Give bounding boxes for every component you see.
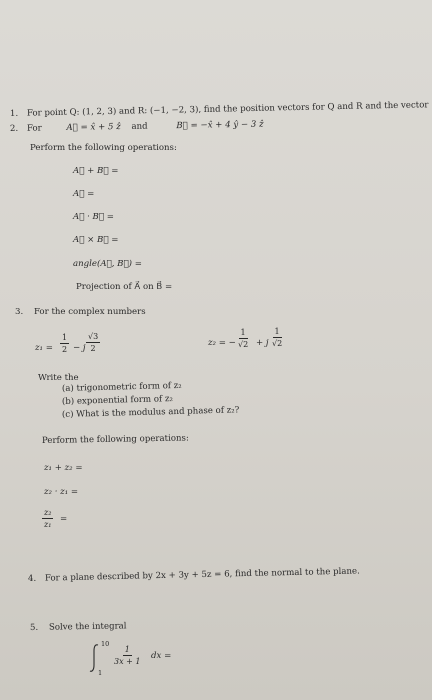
op-z2-over-z1 [42, 508, 53, 529]
op-z2-times-z1: z₂ · z₁ = [44, 487, 79, 497]
problem-2-for: For [26, 123, 42, 134]
op-magnitude-a: A⃗ = [73, 189, 95, 199]
z2-fraction-1-num: 1 [240, 328, 246, 337]
problem-2-number: 2. [9, 123, 19, 134]
op-z2-over-z1-eq: = [60, 514, 68, 524]
problem-2-perform: Perform the following operations: [30, 143, 177, 153]
problem-3 [15, 308, 146, 317]
integral-lower-limit: 1 [98, 669, 103, 677]
z1-fraction-1-num: 1 [62, 333, 68, 342]
op-projection-a-on-b: Projection of A⃗ on B⃗ = [76, 282, 173, 292]
op-z2-over-z1-num: z₂ [44, 508, 52, 517]
problem-3-perform: Perform the following operations: [41, 433, 189, 446]
problem-1-number: 1. [9, 108, 19, 119]
op-z1-plus-z2: z₁ + z₂ = [44, 463, 83, 473]
problem-3-item-b: (b) exponential form of z₂ [61, 394, 174, 407]
problem-3-text: For the complex numbers [33, 307, 146, 317]
problem-1-text: For point Q: (1, 2, 3) and R: (−1, −2, 3), find the position vectors for Q and R and the vector [26, 100, 429, 119]
z1-fraction-2-den: 2 [90, 344, 96, 353]
z1-mid: − j [73, 343, 86, 353]
problem-5-text: Solve the integral [48, 621, 127, 633]
op-z2-over-z1-den: z₁ [44, 520, 52, 529]
integral-upper-limit: 10 [101, 640, 110, 648]
z1-fraction-2-num: √3 [88, 332, 99, 341]
integral-integrand-den: 3x + 1 [114, 657, 141, 666]
problem-4 [28, 567, 360, 583]
z1-lhs: z₁ = [35, 343, 53, 353]
z1-fraction-1-den: 2 [62, 345, 68, 354]
integral-integrand [114, 645, 140, 666]
problem-4-number: 4. [27, 573, 37, 584]
vector-b-definition: B⃗ = −x̂ + 4 ŷ − 3 ẑ [176, 119, 264, 132]
z2-fraction-2-num: 1 [274, 327, 280, 336]
integral-tail: dx = [151, 651, 172, 661]
op-a-dot-b: A⃗ · B⃗ = [73, 212, 114, 222]
op-angle-a-b: angle(A⃗, B⃗) = [73, 259, 142, 269]
z2-fraction-1 [238, 328, 248, 349]
problem-5 [30, 622, 127, 632]
z2-fraction-1-den: √2 [238, 340, 249, 349]
problem-3-number: 3. [15, 307, 24, 317]
vector-a-definition: A⃗ = x̂ + 5 ẑ [66, 122, 121, 134]
op-a-plus-b: A⃗ + B⃗ = [73, 166, 119, 176]
integral-integrand-num: 1 [124, 645, 130, 654]
problem-1 [10, 101, 429, 118]
z2-lhs: z₂ = − [208, 338, 236, 348]
problem-2-and: and [131, 121, 148, 132]
op-a-cross-b: A⃗ × B⃗ = [73, 235, 119, 245]
z2-fraction-2 [272, 327, 282, 348]
z2-fraction-2-den: √2 [272, 339, 283, 348]
z2-mid: + j [256, 338, 269, 348]
problem-3-write: Write the [38, 373, 79, 383]
problem-3-item-a: (a) trigonometric form of z₂ [61, 380, 182, 394]
problem-3-item-c: (c) What is the modulus and phase of z₂? [61, 405, 240, 420]
problem-2-line [10, 121, 264, 134]
problem-4-text: For a plane described by 2x + 3y + 5z = 6, find the normal to the plane. [44, 566, 360, 584]
z1-fraction-2 [86, 332, 100, 353]
z1-fraction-1 [60, 333, 69, 354]
problem-5-number: 5. [29, 622, 39, 633]
